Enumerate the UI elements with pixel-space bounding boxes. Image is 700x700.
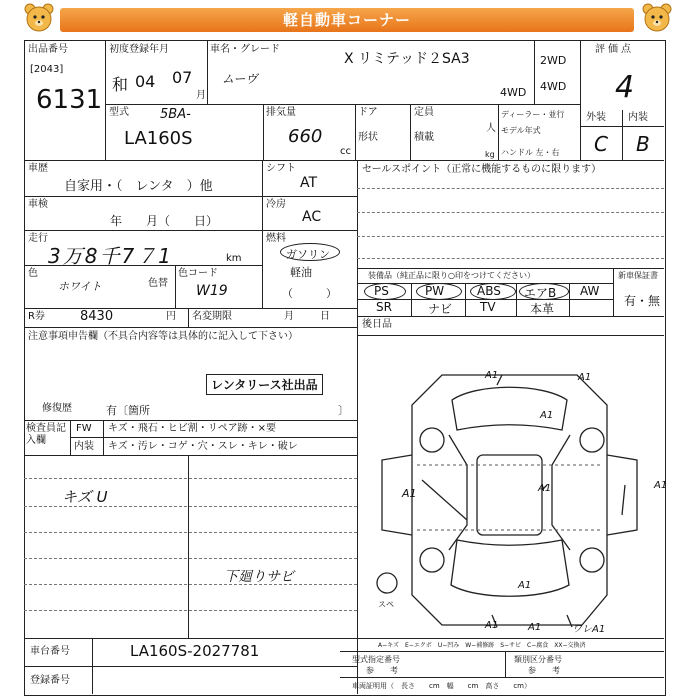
- auction-code: [2043]: [30, 64, 64, 75]
- interior-label: 内装: [628, 112, 648, 123]
- model-year-label: モデル年式: [501, 126, 541, 135]
- fuel-other: （ ）: [282, 287, 337, 300]
- history-label: 車歴: [28, 163, 48, 174]
- equip-circle-mark: [416, 283, 462, 300]
- damage-mark: A1: [402, 487, 417, 500]
- drive-4wd-inline: 4WD: [500, 86, 527, 99]
- mileage-label: 走行: [28, 233, 48, 244]
- equip-circle-mark: [519, 283, 569, 300]
- type-designation-label: 型式指定番号: [352, 655, 400, 664]
- lot-number: 6131: [36, 85, 103, 115]
- reference-label: 参 考: [366, 666, 398, 675]
- after-items-label: 後日品: [362, 319, 392, 330]
- kg-unit: kg: [485, 150, 495, 159]
- chassis-number: LA160S-2027781: [130, 642, 260, 660]
- spare-label: スペ: [378, 600, 394, 609]
- grade: X リミテッド２SA3: [344, 51, 470, 67]
- interior-items-label: 内装: [74, 441, 94, 452]
- type-label: 型式: [109, 107, 129, 118]
- month-word: 月: [284, 311, 294, 322]
- reference-label: 参 考: [528, 666, 560, 675]
- color: ホワイト: [58, 280, 102, 293]
- sales-point-label: セールスポイント（正常に機能するものに限ります）: [362, 164, 602, 175]
- shape-label: 形状: [358, 132, 378, 143]
- registration-year: 04: [135, 72, 156, 91]
- overall-score: 4: [615, 70, 635, 105]
- fw-label: FW: [76, 423, 92, 434]
- fuel-circle-mark: [280, 243, 340, 261]
- interior-items: キズ・汚レ・コゲ・穴・スレ・キレ・破レ: [108, 441, 298, 452]
- handle-label: ハンドル 左・右: [501, 148, 560, 157]
- damage-mark: A1: [518, 580, 532, 591]
- corner-banner: [0, 2, 700, 36]
- displacement: 660: [288, 126, 323, 147]
- handwritten-note: 下廻りサビ: [224, 569, 294, 585]
- equip-navi: ナビ: [428, 302, 453, 316]
- plate-label: 登録番号: [30, 675, 70, 686]
- day-word: 日: [320, 311, 330, 322]
- equip-circle-mark: [470, 283, 516, 300]
- equip-sr: SR: [376, 300, 392, 314]
- color-label: 色: [28, 268, 38, 279]
- mileage: 3万8千7７1: [48, 244, 173, 268]
- bear-mascot-icon: [22, 2, 56, 34]
- notes-label: 注意事項申告欄（不具合内容等は具体的に記入して下さい）: [28, 331, 298, 342]
- fuel-label: 燃料: [266, 233, 286, 244]
- air-conditioning: AC: [302, 209, 322, 225]
- equip-aw: AW: [580, 284, 600, 298]
- lot-number-label: 出品番号: [28, 44, 68, 55]
- inspection-date: 年 月（ 日）: [110, 214, 219, 228]
- color-code-label: 色コード: [178, 268, 218, 279]
- repair-history: 有〔箇所: [106, 404, 150, 417]
- damage-legend: A−キズ E−エクボ U−凹み W−補修跡 S−サビ C−腐食 XX−交換済: [378, 642, 586, 649]
- damage-mark: A1: [654, 480, 668, 491]
- warranty: 有・無: [624, 294, 661, 308]
- fw-items: キズ・飛石・ヒビ割・リペア跡・×要: [108, 423, 276, 434]
- score-label: 評価点: [595, 44, 634, 55]
- banner-title: 軽自動車コーナー: [282, 11, 411, 29]
- load-label: 積載: [414, 132, 434, 143]
- month-unit: 月: [196, 90, 206, 101]
- damage-mark: ワレA1: [572, 624, 606, 635]
- type-code: LA160S: [124, 128, 193, 149]
- equipment-label: 装備品（純正品に限り○印をつけてください）: [368, 271, 535, 280]
- name-change-label: 名変期限: [192, 311, 232, 322]
- damage-mark: A1: [578, 372, 592, 383]
- interior-grade: B: [636, 132, 650, 156]
- category-number-label: 類別区分番号: [514, 655, 562, 664]
- exterior-grade: C: [594, 132, 608, 156]
- mileage-unit: km: [226, 253, 242, 264]
- person-unit: 人: [486, 123, 496, 134]
- era: 和: [112, 75, 129, 94]
- inspector-label: 検査員記入欄: [26, 423, 66, 446]
- equip-ps: PS: [374, 284, 389, 298]
- damage-mark: A1: [538, 483, 552, 494]
- equip-abs: ABS: [477, 284, 501, 298]
- yen-unit: 円: [166, 311, 176, 322]
- bear-mascot-icon: [640, 2, 674, 34]
- warranty-label: 新車保証書: [618, 271, 658, 280]
- equip-pw: PW: [425, 284, 445, 298]
- equip-airbag: エアB: [524, 286, 557, 300]
- inspection-label: 車検: [28, 199, 48, 210]
- fuel-diesel: 軽油: [290, 266, 312, 279]
- type-prefix: 5BA-: [160, 107, 191, 122]
- vehicle-dimensions-label: 車両証明用（ 長さ cm 幅 cm 高さ cm）: [352, 682, 532, 690]
- vehicle-name-label: 車名・グレード: [210, 44, 280, 55]
- shift-label: シフト: [266, 163, 296, 174]
- model-name: ムーヴ: [222, 72, 258, 86]
- drive-4wd: 4WD: [540, 80, 567, 93]
- equip-leather: 本革: [530, 302, 555, 316]
- recycle-fee: 8430: [80, 309, 114, 324]
- handwritten-note: キズ U: [62, 488, 108, 506]
- displacement-label: 排気量: [266, 107, 296, 118]
- damage-mark: A1: [528, 622, 542, 633]
- first-registration-label: 初度登録年月: [109, 44, 169, 55]
- drive-2wd: 2WD: [540, 54, 567, 67]
- chassis-label: 車台番号: [30, 646, 70, 657]
- capacity-label: 定員: [414, 107, 434, 118]
- registration-month: 07: [172, 68, 193, 87]
- equip-tv: TV: [480, 300, 496, 314]
- cc-unit: cc: [340, 146, 351, 157]
- dealer-label: ディーラー・並行: [501, 110, 565, 119]
- exterior-label: 外装: [586, 112, 606, 123]
- damage-mark: A1: [485, 370, 499, 381]
- rental-stamp: レンタリース社出品: [206, 374, 323, 395]
- equip-circle-mark: [364, 283, 406, 300]
- repair-bracket-close: 〕: [338, 404, 349, 417]
- fuel-petrol: ガソリン: [286, 248, 330, 261]
- door-label: ドア: [358, 107, 378, 118]
- damage-mark: A1: [485, 620, 499, 631]
- shift: AT: [300, 175, 318, 191]
- recycle-label: R券: [28, 311, 45, 322]
- damage-mark: A1: [540, 410, 554, 421]
- ac-label: 冷房: [266, 199, 286, 210]
- use-type: 自家用・（ レンタ ）他: [64, 179, 213, 194]
- color-change-label: 色替: [148, 278, 168, 289]
- repair-history-label: 修復歴: [42, 403, 72, 414]
- color-code: W19: [196, 283, 228, 299]
